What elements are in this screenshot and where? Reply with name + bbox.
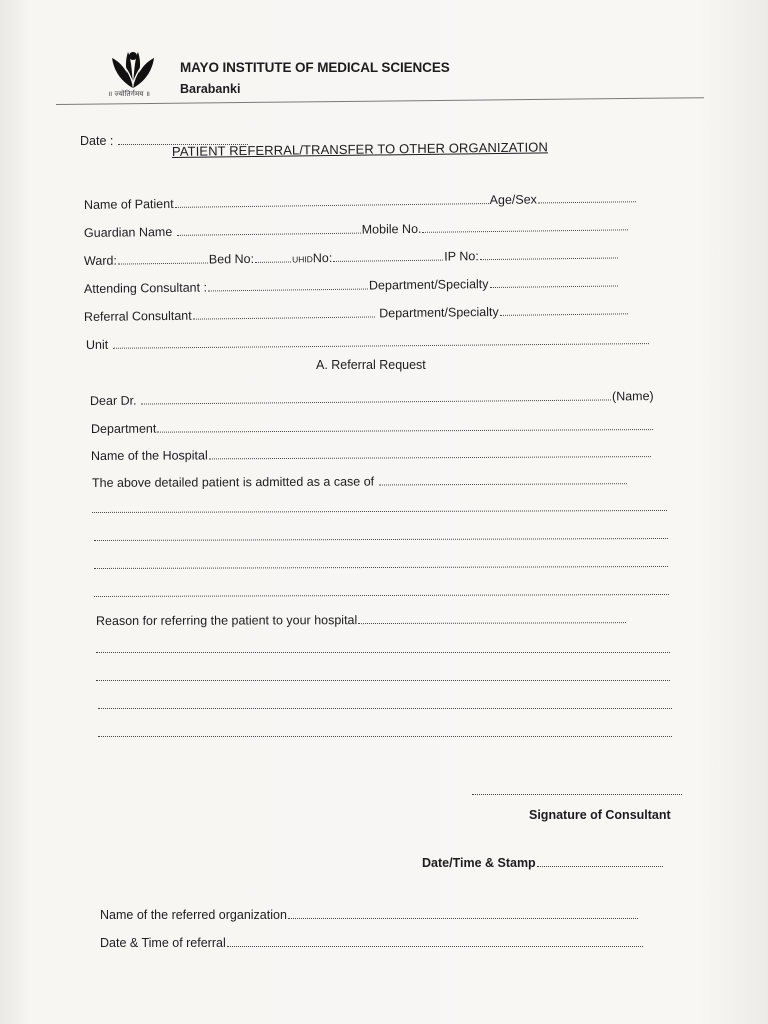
department-specialty-field-1[interactable] [490, 284, 618, 288]
guardian-row [84, 219, 630, 240]
reason-field[interactable] [358, 621, 626, 624]
ip-no-label: IP No: [444, 249, 479, 264]
datetime-stamp-row [422, 856, 664, 870]
section-a-title: A. Referral Request [316, 358, 426, 372]
header-divider [56, 97, 704, 105]
referral-consultant-field[interactable] [193, 315, 375, 319]
case-line-4[interactable] [94, 594, 669, 597]
ward-row [84, 247, 619, 268]
attending-consultant-field[interactable] [208, 288, 368, 292]
guardian-name-field[interactable] [177, 232, 361, 236]
mobile-no-label: Mobile No. [361, 221, 422, 237]
institution-city: Barabanki [180, 82, 241, 96]
referral-datetime-label: Date & Time of referral [100, 936, 226, 950]
referral-datetime-field[interactable] [227, 945, 643, 947]
date-label: Date : [80, 134, 114, 148]
name-suffix-label: (Name) [611, 389, 654, 404]
dear-dr-field[interactable] [141, 398, 611, 404]
uhid-prefix: UHID [291, 254, 313, 265]
reason-line-2[interactable] [96, 680, 670, 681]
ward-label: Ward: [83, 253, 117, 268]
admitted-case-field[interactable] [379, 482, 627, 485]
hospital-name-field[interactable] [209, 455, 651, 459]
unit-row [86, 333, 650, 352]
department-label: Department [90, 421, 157, 436]
mobile-no-field[interactable] [422, 228, 628, 233]
datetime-stamp-label: Date/Time & Stamp [422, 856, 536, 870]
logo-caption: ॥ ज्योतिर्गमय ॥ [108, 91, 151, 98]
age-sex-label: Age/Sex [489, 192, 537, 208]
department-specialty-label-2: Department/Specialty [379, 304, 499, 321]
reason-label: Reason for referring the patient to your hospital [95, 613, 358, 628]
reason-row [96, 612, 627, 628]
reason-line-1[interactable] [96, 652, 670, 653]
patient-name-field[interactable] [175, 202, 489, 208]
guardian-name-label: Guardian Name [83, 224, 173, 240]
uhid-no-label: No: [312, 250, 333, 266]
dear-dr-row [90, 389, 654, 408]
referral-datetime-row [100, 936, 644, 950]
attending-consultant-row [84, 275, 619, 296]
hospital-name-row [91, 446, 652, 463]
ward-field[interactable] [118, 261, 208, 264]
bed-no-field[interactable] [255, 260, 291, 262]
referral-consultant-row [84, 303, 629, 324]
hospital-name-label: Name of the Hospital [90, 448, 208, 463]
reason-line-4[interactable] [98, 736, 672, 737]
patient-name-row [84, 191, 637, 212]
age-sex-field[interactable] [538, 200, 636, 203]
bed-no-label: Bed No: [208, 251, 255, 267]
referred-org-field[interactable] [288, 917, 638, 919]
form-title: PATIENT REFERRAL/TRANSFER TO OTHER ORGANIZATION [171, 139, 549, 159]
institution-name: MAYO INSTITUTE OF MEDICAL SCIENCES [180, 60, 450, 75]
department-row [91, 419, 654, 436]
referred-org-row [100, 908, 639, 922]
unit-field[interactable] [113, 342, 649, 349]
attending-consultant-label: Attending Consultant : [83, 280, 208, 296]
department-specialty-field-2[interactable] [500, 312, 628, 316]
signature-line[interactable] [472, 794, 682, 795]
datetime-stamp-field[interactable] [537, 865, 663, 867]
unit-label: Unit [85, 337, 109, 352]
lotus-logo-icon [104, 44, 162, 90]
patient-name-label: Name of Patient [83, 196, 174, 212]
reason-line-3[interactable] [98, 708, 672, 709]
referral-consultant-label: Referral Consultant [83, 308, 192, 324]
case-line-2[interactable] [94, 538, 668, 541]
department-field[interactable] [157, 428, 653, 433]
uhid-no-field[interactable] [333, 259, 443, 262]
admitted-case-label: The above detailed patient is admitted as a case of [91, 474, 375, 490]
signature-label: Signature of Consultant [529, 808, 671, 822]
dear-dr-label: Dear Dr. [89, 393, 137, 408]
admitted-case-row [92, 473, 628, 490]
ip-no-field[interactable] [480, 256, 618, 260]
case-line-1[interactable] [92, 510, 667, 513]
department-specialty-label-1: Department/Specialty [368, 277, 489, 293]
case-line-3[interactable] [94, 566, 668, 569]
referred-org-label: Name of the referred organization [100, 908, 287, 922]
